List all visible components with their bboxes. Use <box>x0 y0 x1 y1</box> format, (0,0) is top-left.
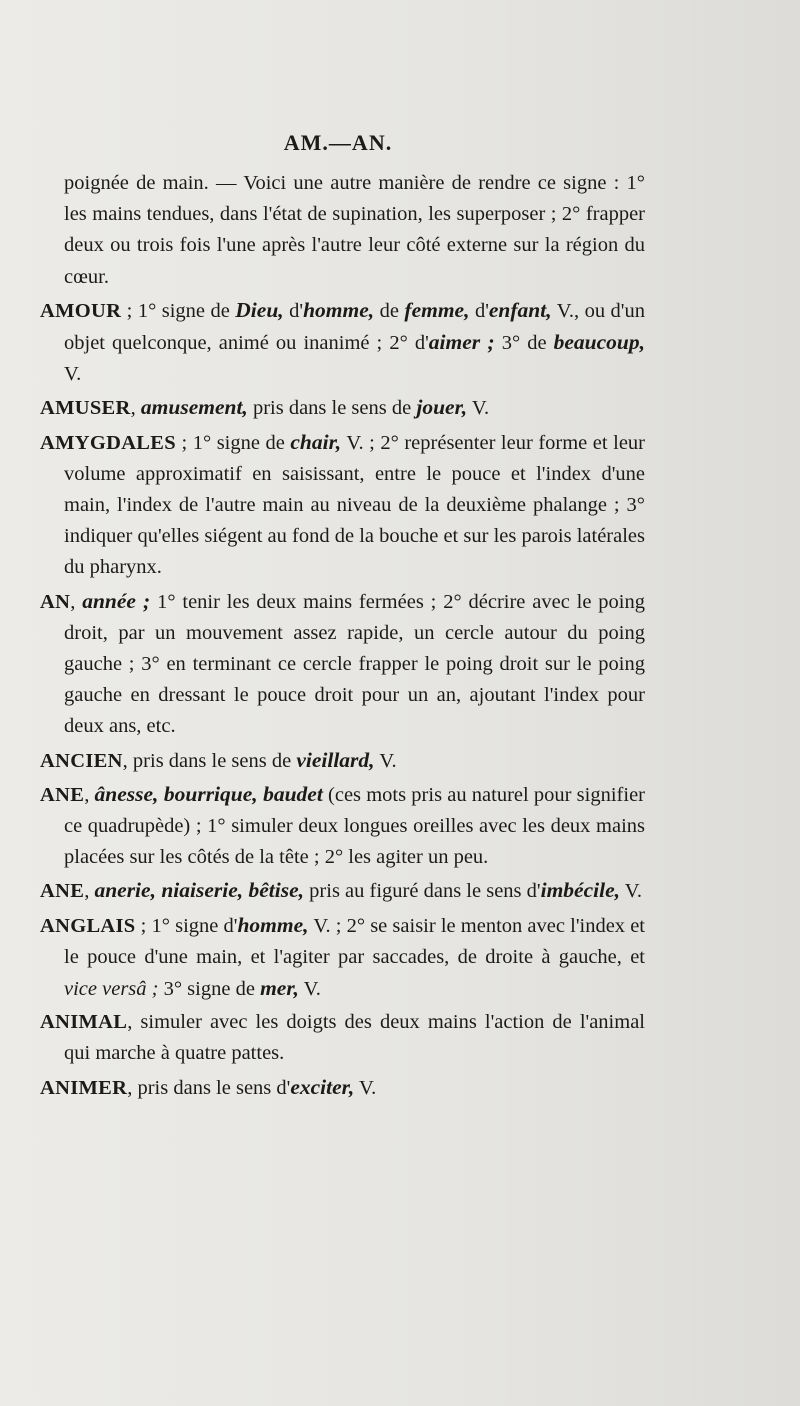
definition-text: pris dans le sens de <box>247 397 417 420</box>
definition-text: 3° de <box>494 332 554 355</box>
headword: AMOUR <box>40 299 122 322</box>
definition-text: V. <box>374 749 397 772</box>
definition-text: poignée de main. — Voici une autre manière de rendre ce signe : 1° les mains tendues, dans l'état de supination, les superposer ; 2° frapper deux ou trois fois l'une après l'autre leur côté externe sur la région du cœur. <box>64 172 645 288</box>
cross-reference: ânesse, bourrique, baudet <box>94 781 323 806</box>
definition-text: , simuler avec les doigts des deux mains l'action de l'animal qui marche à quatre pattes. <box>64 1011 645 1065</box>
definition-text: d' <box>469 299 489 322</box>
headword: AMUSER <box>40 397 131 420</box>
definition-text: V. ; 2° se saisir le menton avec l'index et le pouce d'une main, et l'agiter par saccades, de droite à gauche, et <box>64 914 645 968</box>
headword: ANE <box>40 880 85 903</box>
definition-text: , <box>70 590 83 613</box>
cross-reference: Dieu, <box>235 297 284 322</box>
definition-text: ; 1° signe de <box>175 431 291 454</box>
cross-reference: homme, <box>303 297 375 322</box>
entry-ancien <box>40 745 645 777</box>
cross-reference: homme, <box>237 912 309 937</box>
definition-text: V. <box>64 363 82 386</box>
definition-text: V. <box>298 978 321 1001</box>
cross-reference: enfant, <box>488 297 552 322</box>
cross-reference: chair, <box>290 429 342 454</box>
italic-phrase: vice versâ ; <box>64 978 159 1001</box>
cross-reference: année ; <box>82 588 151 613</box>
cross-reference: jouer, <box>416 395 468 420</box>
cross-reference: vieillard, <box>296 747 375 772</box>
definition-text: , pris dans le sens de <box>122 749 297 772</box>
definition-text: , <box>130 397 141 420</box>
entry-amygdales <box>40 427 645 584</box>
definition-text: V. <box>620 880 643 903</box>
definition-text: ; 1° signe d' <box>135 914 238 937</box>
cross-reference: aimer ; <box>428 330 495 355</box>
headword: AN <box>40 590 71 613</box>
entry-amour <box>40 295 645 391</box>
headword: AMYGDALES <box>40 431 176 454</box>
entry-amuser <box>40 392 645 424</box>
definition-text: de <box>374 299 405 322</box>
definition-text: d' <box>283 299 304 322</box>
entry-continuation <box>40 168 645 293</box>
running-header: AM.—AN. <box>283 130 393 155</box>
headword: ANIMER <box>40 1076 128 1099</box>
definition-text: 3° signe de <box>158 978 261 1001</box>
cross-reference: femme, <box>404 297 470 322</box>
entry-ane1 <box>40 779 645 874</box>
definition-text: pris au figuré dans le sens d' <box>304 880 541 903</box>
cross-reference: mer, <box>260 976 299 1001</box>
dictionary-text <box>40 168 645 1106</box>
definition-text: V. <box>467 397 490 420</box>
cross-reference: beaucoup, <box>553 330 645 355</box>
definition-text: , <box>84 880 95 903</box>
headword: ANIMAL <box>40 1011 128 1034</box>
headword: ANCIEN <box>40 749 123 772</box>
entry-ane2 <box>40 875 645 907</box>
definition-text: , <box>84 783 95 806</box>
headword: ANE <box>40 783 85 806</box>
cross-reference: amusement, <box>140 395 248 420</box>
entry-an <box>40 586 645 743</box>
cross-reference: anerie, niaiserie, bêtise, <box>94 878 305 903</box>
cross-reference: imbécile, <box>540 878 620 903</box>
headword: ANGLAIS <box>40 914 136 937</box>
definition-text: V., ou d'un objet quelconque, animé ou inanimé ; 2° d' <box>64 299 645 355</box>
definition-text: (ces mots pris au naturel pour signifier ce quadrupède) ; 1° simuler deux longues oreilles avec les deux mains placées sur les côtés de la tête ; 2° les agiter un peu. <box>64 783 645 869</box>
definition-text: 1° tenir les deux mains fermées ; 2° décrire avec le poing droit, par un mouvement assez rapide, un cercle autour du poing gauche ; 3° en terminant ce cercle frapper le poing droit sur le poing gauche en dressant le pouce droit pour un an, ajoutant l'index pour deux ans, etc. <box>64 590 645 738</box>
cross-reference: exciter, <box>290 1074 355 1099</box>
definition-text: ; 1° signe de <box>121 299 236 322</box>
definition-text: , pris dans le sens d' <box>127 1076 291 1099</box>
definition-text: V. ; 2° représenter leur forme et leur volume approximatif en saisissant, entre le pouce et l'index d'une main, l'index de l'autre main au niveau de la deuxième phalange ; 3° indiquer qu'elles siégent au fond de la bouche et sur les parois latérales du pharynx. <box>64 431 646 579</box>
entry-animal <box>40 1007 645 1069</box>
definition-text: V. <box>354 1076 377 1099</box>
entry-anglais <box>40 910 645 1006</box>
entry-animer <box>40 1072 645 1104</box>
